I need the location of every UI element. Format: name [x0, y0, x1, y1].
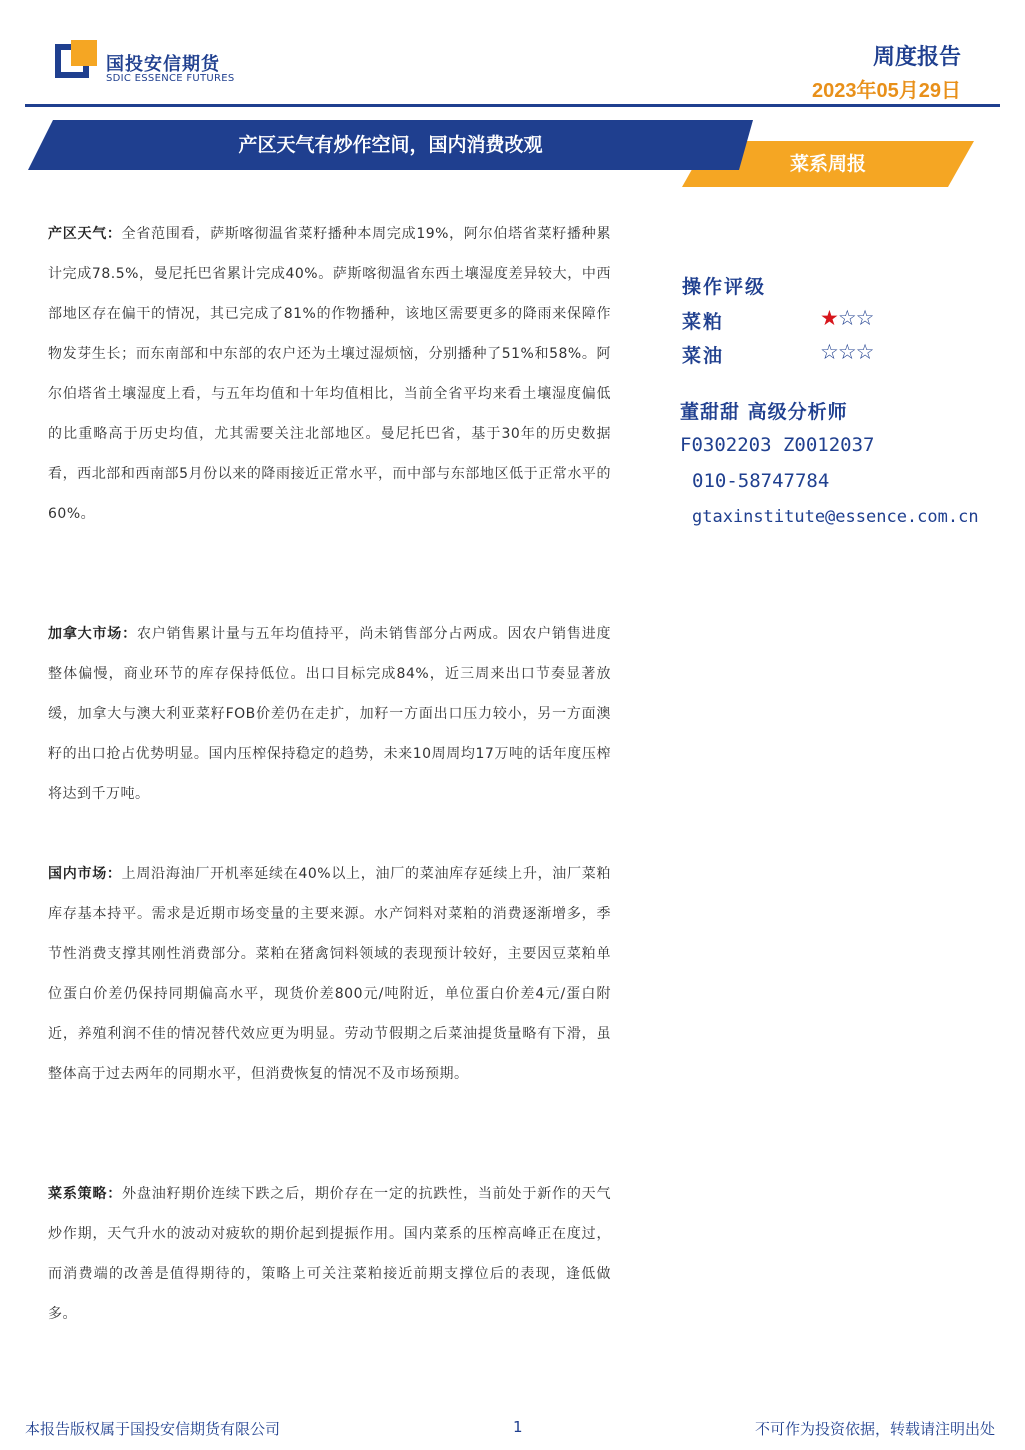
report-headline: 产区天气有炒作空间，国内消费改观 [238, 134, 543, 156]
section-text: 外盘油籽期价连续下跌之后，期价存在一定的抗跌性，当前处于新作的天气炒作期，天气升水的波动对疲软的期价起到提振作用。国内菜系的压榨高峰正在度过，而消费端的改善是值得期待的，策略上可关注菜粕接近前期支撑位后的表现，逢低做多。 [48, 1186, 612, 1322]
star-empty-icon: ☆ [855, 306, 874, 330]
analyst-phone: 010-58747784 [692, 470, 830, 492]
star-empty-icon: ☆ [855, 340, 874, 364]
analyst-name: 董甜甜 高级分析师 [680, 401, 848, 423]
section-text: 全省范围看，萨斯喀彻温省菜籽播种本周完成19%，阿尔伯塔省菜籽播种累计完成78.5%，曼尼托巴省累计完成40%。萨斯喀彻温省东西土壤湿度差异较大，中西部地区存在偏干的情况，其已完成了81%的作物播种，该地区需要更多的降雨来保障作物发芽生长；而东南部和中东部的农户还为土壤过湿烦恼，分别播种了51%和58%。阿尔伯塔省土壤湿度上看，与五年均值和十年均值相比，当前全省平均来看土壤湿度偏低的比重略高于历史均值，尤其需要关注北部地区。曼尼托巴省，基于30年的历史数据看，西北部和西南部5月份以来的降雨接近正常水平，而中部与东部地区低于正常水平的60%。 [48, 226, 611, 522]
analyst-email[interactable]: gtaxinstitute@essence.com.cn [692, 507, 979, 527]
rating-stars [820, 340, 873, 364]
rating-title: 操作评级 [682, 276, 767, 298]
page-number: 1 [513, 1418, 523, 1436]
section-label: 国内市场： [48, 866, 122, 882]
section-label: 加拿大市场： [48, 626, 137, 642]
section-weather [48, 214, 611, 534]
star-filled-icon: ★ [820, 306, 838, 330]
rating-name-rapeseed-meal: 菜粕 [682, 311, 725, 333]
footer-copyright: 本报告版权属于国投安信期货有限公司 [25, 1420, 281, 1438]
section-strategy [48, 1174, 611, 1334]
star-empty-icon: ☆ [837, 340, 856, 364]
company-name-en: SDIC ESSENCE FUTURES [106, 73, 235, 84]
company-name-cn: 国投安信期货 [106, 54, 220, 75]
report-series-tag: 菜系周报 [789, 153, 866, 175]
section-text: 农户销售累计量与五年均值持平，尚未销售部分占两成。因农户销售进度整体偏慢，商业环节的库存保持低位。出口目标完成84%，近三周来出口节奏显著放缓，加拿大与澳大利亚菜籽FOB价差仍在走扩，加籽一方面出口压力较小，另一方面澳籽的出口抢占优势明显。国内压榨保持稳定的趋势，未来10周周均17万吨的话年度压榨将达到千万吨。 [48, 626, 612, 802]
header-divider [25, 104, 1000, 107]
rating-stars [820, 306, 873, 330]
section-domestic-market [48, 854, 611, 1094]
section-canada-market [48, 614, 611, 814]
report-type: 周度报告 [872, 44, 961, 69]
section-text: 上周沿海油厂开机率延续在40%以上，油厂的菜油库存延续上升，油厂菜粕库存基本持平。需求是近期市场变量的主要来源。水产饲料对菜粕的消费逐渐增多，季节性消费支撑其刚性消费部分。菜粕在猪禽饲料领域的表现预计较好，主要因豆菜粕单位蛋白价差仍保持同期偏高水平，现货价差800元/吨附近，单位蛋白价差4元/蛋白附近，养殖利润不佳的情况替代效应更为明显。劳动节假期之后菜油提货量略有下滑，虽整体高于过去两年的同期水平，但消费恢复的情况不及市场预期。 [48, 866, 611, 1082]
star-empty-icon: ☆ [837, 306, 856, 330]
section-label: 菜系策略： [48, 1186, 123, 1202]
section-label: 产区天气： [48, 226, 122, 242]
star-empty-icon: ☆ [820, 340, 838, 364]
footer-disclaimer: 不可作为投资依据，转载请注明出处 [754, 1420, 995, 1438]
report-date: 2023年05月29日 [812, 80, 961, 102]
rating-name-rapeseed-oil: 菜油 [682, 345, 725, 367]
analyst-license: F0302203 Z0012037 [680, 434, 875, 456]
company-logo-icon [55, 40, 97, 82]
